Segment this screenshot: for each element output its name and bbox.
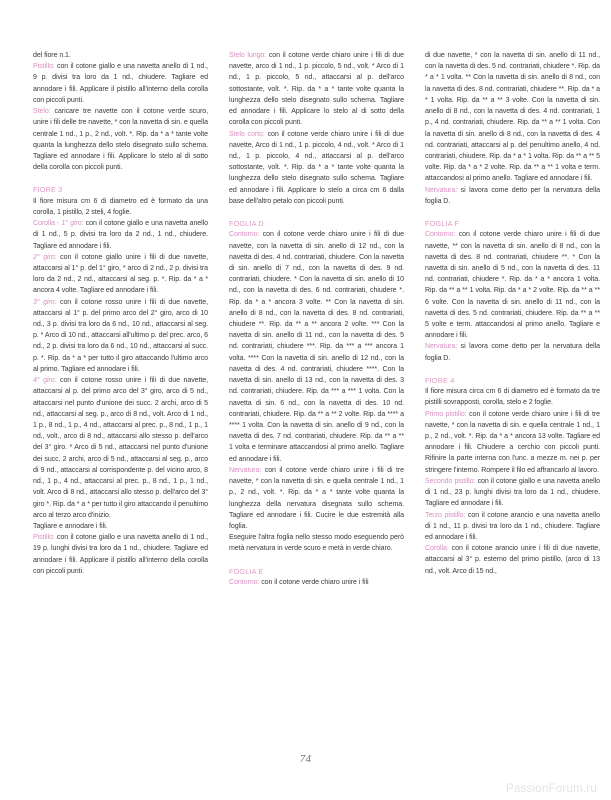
- paragraph-corolla-4-giro-label: 4° giro:: [33, 377, 57, 385]
- paragraph-nervatura-foglia-e-text: si lavora come detto per la nervatura della foglia D.: [425, 186, 600, 205]
- column-1: [33, 50, 208, 577]
- paragraph-stelo-corto-text: con il cotone verde chiaro unire i fili di due navette, Arco di 1 nd., 1 p. piccolo, 4 nd., volt. * Arco di 1 nd., 1 p. piccolo, 4 nd., attaccarsi al p. dell'arco sottostante, volt. *. Rip. da * a * tante volte quanta la lunghezza dello stelo disegnato sullo schema. Tagliare ed annodare i fili. Applicare lo stelo a circa cm 6 dalla base dell'altro petalo con piccoli punti.: [229, 130, 404, 205]
- paragraph-stelo-fiore2-label: Stelo:: [33, 108, 51, 116]
- paragraph-primo-pistillo-label: Primo pistillo:: [425, 410, 467, 418]
- paragraph-nervatura-foglia-d-text: con il cotone verde chiaro unire i fili di tre navette, * con la navetta di sin. e quella centrale 1 nd., 1 p., 2 nd., volt. *. Rip. da * a * tante volte quanta la lunghezza della nervatura disegnata sullo schema. Tagliare ed annodare i fili. Cucire le due estremità alla foglia.: [229, 466, 404, 530]
- paragraph-stelo-fiore2-text: caricare tre navette con il cotone verde scuro, unire i fili delle tre navette, * con la navetta di sin. e quella centrale 1 nd., 1 p., 2 nd., volt. *. Rip. da * a * tante volte quanta la lunghezza dello stelo disegnato sullo schema. Tagliare ed annodare i fili. Applicare lo stelo al di sotto della corolla con piccoli punti.: [33, 108, 208, 172]
- paragraph-secondo-pistillo-text: con il cotone giallo e una navetta anello di 1 nd., 23 p. lunghi divisi tra loro da 1 nd., chiudere. Tagliare ed annodare i fili.: [425, 477, 600, 508]
- spacer-before-fiore3: [33, 173, 208, 184]
- paragraph-primo-pistillo-text: con il cotone verde chiaro unire i fili di tre navette, * con la navetta di sin. e quella centrale 1 nd., 1 p., 2 nd., volt. *. Rip. da * a * ancora 13 volte. Tagliare ed annodare i fili. Chiudere a cerchio con piccoli punti. Rifinire la parte interna con l'unc. a mezze m. nei p. per stringere l'interno. Rompere il filo ed affrancarlo al lavoro.: [425, 410, 600, 474]
- paragraph-contorno-foglia-f-label: Contorno:: [425, 231, 456, 239]
- paragraph-nervatura-foglia-d: [229, 465, 404, 532]
- paragraph-corolla-1-giro-text: con il cotone giallo e una navetta anello di 1 nd., 5 p. divisi tra loro da 2 nd., 1 nd., chiudere. Tagliare ed annodare i fili.: [33, 220, 208, 250]
- column-2: [229, 50, 404, 588]
- heading-fiore-4: FIORE 4: [425, 375, 455, 385]
- paragraph-terzo-pistillo: [425, 510, 600, 544]
- paragraph-contorno-foglia-f-text: con il cotone verde chiaro unire i fili di due navette, ** con la navetta di sin. anello di 8 nd., con la navetta di des. 8 nd. contrariati, chiudere **. * Con la navetta di sin. anello di 5 nd., con la navetta di des. 11 nd. contrariati, chiudere *. Rip. da * a * ancora 1 volta. Rip. da ** a ** 1 volta. Rip. da * a * 2 volte. Rip. da ** a ** 6 volte. Con la navetta di sin. anello di 11 nd., con la navetta di des. 5 nd. contrariati, chiudere. Rip. da ** a ** 5 volte e term. attaccandosi al primo anello. Tagliare e annodare i fili.: [425, 231, 600, 340]
- paragraph-contorno-foglia-e: [229, 577, 404, 588]
- paragraph-altra-foglia: Eseguire l'altra foglia nello stesso modo eseguendo però metà nervatura in verde scuro e metà in verde chiaro.: [229, 534, 404, 553]
- paragraph-pistillo-fiore2-label: Pistillo:: [33, 63, 55, 71]
- paragraph-stelo-lungo: [229, 50, 404, 129]
- paragraph-corolla-4-giro: [33, 375, 208, 521]
- paragraph-corolla-1-giro: [33, 218, 208, 252]
- paragraph-pistillo-fiore2-text: con il cotone giallo e una navetta anello di 1 nd., 9 p. divisi tra loro da 1 nd., chiudere. Tagliare ed annodare i fili. Applicare il pistillo all'interno della corolla con piccoli punti.: [33, 63, 208, 104]
- paragraph-secondo-pistillo: [425, 476, 600, 510]
- paragraph-stelo-fiore2: [33, 106, 208, 173]
- paragraph-nervatura-foglia-e-label: Nervatura:: [425, 186, 458, 194]
- paragraph-stelo-corto: [229, 129, 404, 208]
- paragraph-corolla-3-giro-label: 3° giro:: [33, 298, 57, 306]
- paragraph-pistillo-fiore3: [33, 532, 208, 577]
- paragraph-corolla-fiore4-label: Corolla:: [425, 545, 449, 553]
- paragraph-foglia-e-continued: di due navette, * con la navetta di sin. anello di 11 nd., con la navetta di des. 5 nd. contrariati, chiudere *. Rip. da * a * 1 volta. ** Con la navetta di sin. anello di 8 nd., con la navetta di des. 8 nd. contrariati, chiudere **. Rip. da * a * 1 volta. Rip. da ** a ** 3 volte. Con la navetta di sin. anello di 8 nd., con la navetta di des. 4 nd. contrariati, 1 p., 4 nd. contrariati, chiudere. Rip. da ** a ** 1 volta. Con la navetta di sin. anello di 8 nd., con la navetta di des. 4 nd. contrariati, attaccarsi al p. del penultimo anello, 4 nd. contrariati, chiudere. Rip. da * a * 1 volta. Rip. da ** a ** 5 volte. Rip. da * a * 2 volte. Rip. da ** a ** 1 volta e term. attaccandosi al primo anello. Tagliare ed annodare i fili.: [425, 52, 600, 183]
- paragraph-nervatura-foglia-f-text: si lavora come detto per la nervatura della foglia D.: [425, 343, 600, 362]
- spacer-before-foglia-e: [229, 555, 404, 566]
- spacer-before-foglia-d: [229, 207, 404, 218]
- paragraph-fiore4-intro: Il fiore misura circa cm 6 di diametro ed è formato da tre pistilli sovrapposti, corolla, stelo e 2 foglie.: [425, 388, 600, 407]
- paragraph-pistillo-fiore2: [33, 61, 208, 106]
- heading-fiore-3: FIORE 3: [33, 185, 63, 195]
- paragraph-corolla-2-giro: [33, 252, 208, 297]
- paragraph-pistillo-fiore3-text: con il cotone giallo e una navetta anello di 1 nd., 19 p. lunghi divisi tra loro da 1 nd., chiudere. Tagliare ed annodare i fili. Applicare il pistillo all'interno della corolla con piccoli punti.: [33, 534, 208, 575]
- paragraph-corolla-2-giro-label: 2° giro:: [33, 253, 57, 261]
- paragraph-contorno-foglia-e-label: Contorno:: [229, 578, 260, 586]
- paragraph-corolla-3-giro: [33, 297, 208, 376]
- column-3: [425, 50, 600, 577]
- paragraph-stelo-lungo-label: Stelo lungo:: [229, 52, 267, 59]
- heading-foglia-d: FOGLIA D: [229, 219, 264, 229]
- paragraph-contorno-foglia-e-text: con il cotone verde chiaro unire i fili: [259, 578, 369, 586]
- paragraph-corolla-fiore4-text: con il cotone arancio unire i fili di due navette, attaccarsi al 3° p. esterno del primo pistillo, (arco di 13 nd., volt. Arco di 15 nd.,: [425, 545, 600, 575]
- paragraph-contorno-foglia-d-label: Contorno:: [229, 231, 260, 239]
- paragraph-contorno-foglia-f: [425, 229, 600, 341]
- heading-foglia-e: FOGLIA E: [229, 566, 264, 576]
- paragraph-terzo-pistillo-label: Terzo pistillo:: [425, 511, 466, 519]
- paragraph-stelo-lungo-text: con il cotone verde chiaro unire i fili di due navette, arco di 1 nd., 1 p. piccolo, 5 nd., volt. * Arco di 1 nd., 1 p. piccolo, 5 nd., attaccarsi al p. dell'arco sottostante, volt. *. Rip. da * a * tante volte quanta la lunghezza dello stelo disegnato sullo schema. Tagliare ed annodare i fili. Applicare lo stelo al di sotto della corolla con piccoli punti.: [229, 52, 404, 127]
- paragraph-secondo-pistillo-label: Secondo pistillo:: [425, 477, 476, 485]
- paragraph-corolla-fiore4: [425, 543, 600, 577]
- paragraph-contorno-foglia-d: [229, 229, 404, 465]
- paragraph-corolla-4-giro-text: con il cotone rosso unire i fili di due navette, attaccarsi al p. del primo arco del 3° giro, arco di 5 nd., attaccarsi nel punto d'unione dei succ. 2 archi, arco di 5 nd., attaccarsi al seg. p., arco di 8 nd., volt. Arco di 1 nd., 1 p., 8 nd., 1 p., 4 nd., attaccarsi al prec. p., 8 nd., 1 p., 1 nd., volt., arco di 8 nd., attaccarsi allo stesso p. dell'arco del 3° giro. * Arco di 5 nd., attaccarsi nel punto d'unione dei succ. 2 archi, arco di 5 nd., attaccarsi al seg. p., arco di 9 nd., attaccarsi al corrispondente p. del vicino arco, 8 nd., 1 p., 4 nd., attaccarsi al prec. p., 8 nd., 1 p., 1 nd., volt. Arco di 8 nd., attaccarsi allo stesso p. dell'arco del 3° giro *. Rip. da * a * per tutto il giro attaccando il penultimo arco al terzo arco d'inizio.: [33, 377, 209, 519]
- page-number: 74: [299, 753, 312, 765]
- spacer-before-foglia-f: [425, 207, 600, 218]
- paragraph-primo-pistillo: [425, 409, 600, 476]
- paragraph-corolla-1-giro-label-italic: 1° giro:: [61, 220, 84, 228]
- paragraph-corolla-2-giro-text: con il cotone giallo unire i fili di due navette, attaccarsi al 1° p. del 1° giro, * arco di 2 nd., 2 p. divisi tra loro da 2 nd., 2 nd., attaccarsi al seg. p. *. Rip. da * a * ancora 4 volte. Tagliare ed annodare i fili.: [33, 253, 209, 295]
- paragraph-nervatura-foglia-f-label: Nervatura:: [425, 343, 458, 351]
- paragraph-nervatura-foglia-d-label: Nervatura:: [229, 466, 262, 474]
- paragraph-nervatura-foglia-e: [425, 185, 600, 207]
- paragraph-stelo-corto-label: Stelo corto:: [229, 130, 265, 138]
- paragraph-corolla-1-giro-label-plain: Corolla -: [33, 220, 62, 228]
- paragraph-tagliare-annodare: Tagliare e annodare i fili.: [33, 522, 108, 530]
- paragraph-pistillo-fiore3-label: Pistillo:: [33, 534, 55, 542]
- text-columns-container: [33, 50, 600, 748]
- paragraph-del-fiore: del fiore n.1.: [33, 52, 71, 59]
- paragraph-fiore3-intro: Il fiore misura cm 6 di diametro ed è formato da una corolla, 1 pistillo, 2 steli, 4 foglie.: [33, 197, 208, 216]
- heading-foglia-f: FOGLIA F: [425, 219, 460, 229]
- spacer-before-fiore-4: [425, 364, 600, 375]
- paragraph-terzo-pistillo-text: con il cotone arancio e una navetta anello di 1 nd., 11 p. divisi tra loro da 1 nd., chiudere. Tagliare ed annodare i fili.: [425, 511, 600, 541]
- paragraph-contorno-foglia-d-text: con il cotone verde chiaro unire i fili di due navette, con la navetta di sin. anello di 12 nd., con la navetta di des. 4 nd. contrariati, chiudere. Con la navetta di sin. anello di 7 nd., con la navetta di des. 9 nd. contrariati, chiudere. * Con la navetta di sin. anello di 10 nd., con la navetta di des. 6 nd. contrariati, chiudere *. Rip. da * a * ancora 3 volte. ** Con la navetta di sin. anello di 8 nd., con la navetta di des. 8 nd. contrariati, chiudere **. Rip. da ** a ** ancora 2 volte. *** Con la navetta di sin. anello di 11 nd., con la navetta di des. 5 nd. contrariati, chiudere ***. Rip. da *** a *** ancora 1 volta. **** Con la navetta di sin. anello di 12 nd., con la navetta di des. 4 nd. contrariati, chiudere ****. Con la navetta di sin. anello di 13 nd., con la navetta di des. 3 nd. contrariati, chiudere. Rip. da *** a *** 1 volta. Con la navetta di sin. 6 nd., con la navetta di des. 10 nd. contrariati, chiudere. Rip. da ** a ** 2 volte. Rip. da **** a **** 1 volta. Con la navetta di sin. anello di 9 nd., con la navetta di des. 7 nd. contrariati, chiudere. Rip. da ** a ** 1 volta e terminare attaccandosi al primo anello. Tagliare ed annodare i fili.: [229, 231, 404, 463]
- paragraph-corolla-3-giro-text: con il cotone rosso unire i fili di due navette, attaccarsi al 1° p. del primo arco del 2° giro, arco di 10 nd., 3 p. divisi tra loro da 6 nd., 10 nd., attaccarsi al seg. p. * Arco di 10 nd., attaccarsi all'ultimo p. del prec. arco, 6 nd., 2 p. divisi tra loro da 6 nd., 10 nd., attaccarsi al succ. p. *. Rip. da * a * per tutto il giro attaccando l'ultimo arco al primo. Tagliare ed annodare i fili.: [33, 298, 209, 373]
- paragraph-nervatura-foglia-f: [425, 341, 600, 363]
- watermark: PassionForum.ru: [505, 783, 597, 795]
